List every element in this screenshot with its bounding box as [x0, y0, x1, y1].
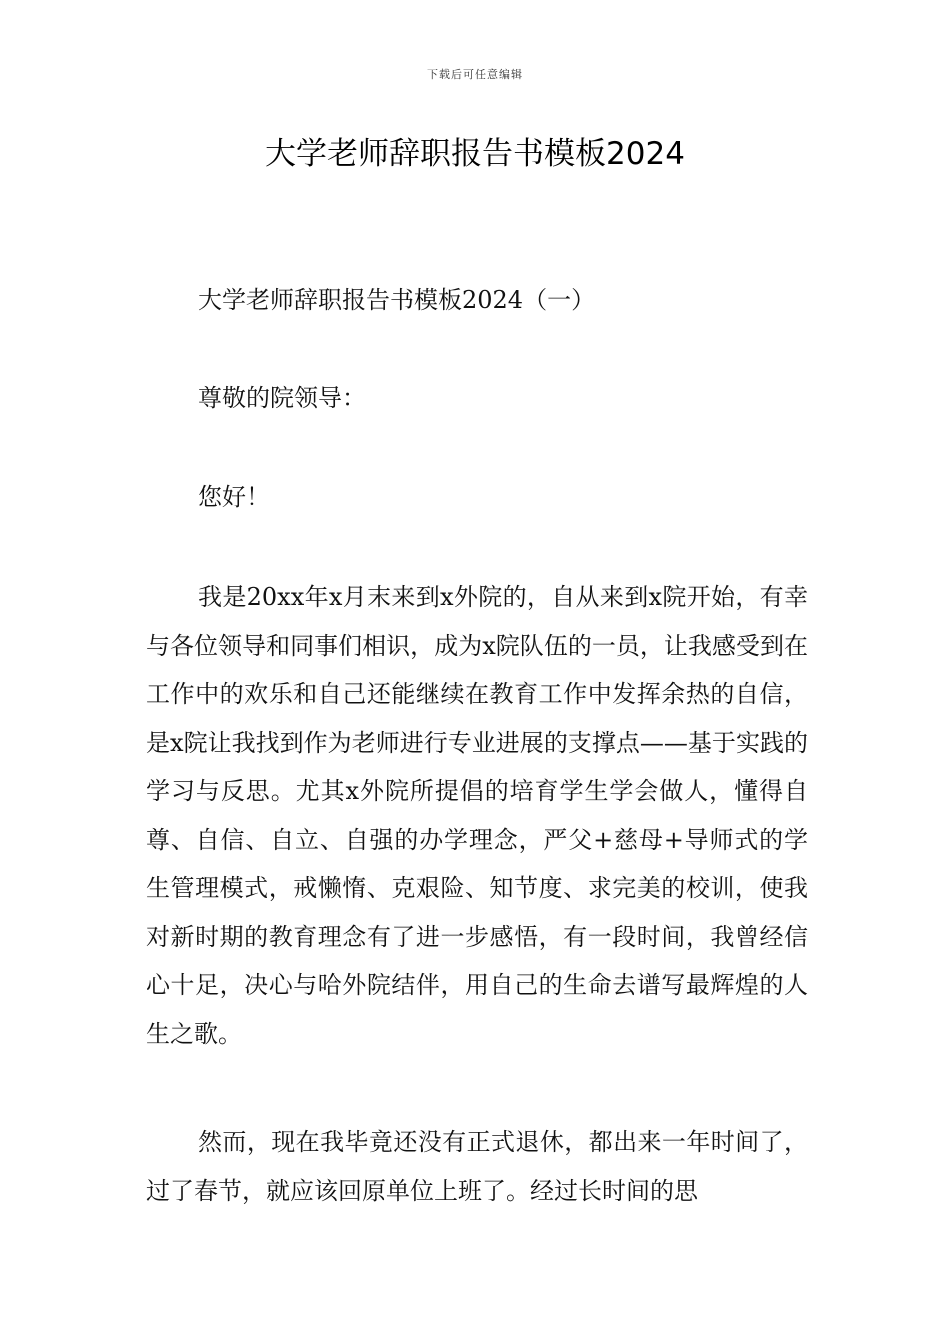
document-subtitle: 大学老师辞职报告书模板2024（一） — [198, 286, 596, 314]
body-paragraph-1: 我是20xx年x月末来到x外院的，自从来到x院开始，有幸与各位领导和同事们相识，成为x院队伍的一员，让我感受到在工作中的欢乐和自己还能继续在教育工作中发挥余热的自信，是x院让我找到作为老师进行专业进展的支撑点——基于实践的学习与反思。尤其x外院所提倡的培育学生学会做人，懂得自尊、自信、自立、自强的办学理念，严父+慈母+导师式的学生管理模式，戒懒惰、克艰险、知节度、求完美的校训，使我对新时期的教育理念有了进一步感悟，有一段时间，我曾经信心十足，决心与哈外院结伴，用自己的生命去谱写最辉煌的人生之歌。 — [146, 583, 808, 1048]
document-title: 大学老师辞职报告书模板2024 — [265, 136, 685, 172]
body-paragraph-2: 然而，现在我毕竟还没有正式退休，都出来一年时间了，过了春节，就应该回原单位上班了。经过长时间的思 — [146, 1128, 808, 1205]
salutation: 尊敬的院领导： — [198, 384, 366, 412]
greeting: 您好！ — [198, 483, 270, 511]
header-note: 下载后可任意编辑 — [427, 68, 523, 81]
